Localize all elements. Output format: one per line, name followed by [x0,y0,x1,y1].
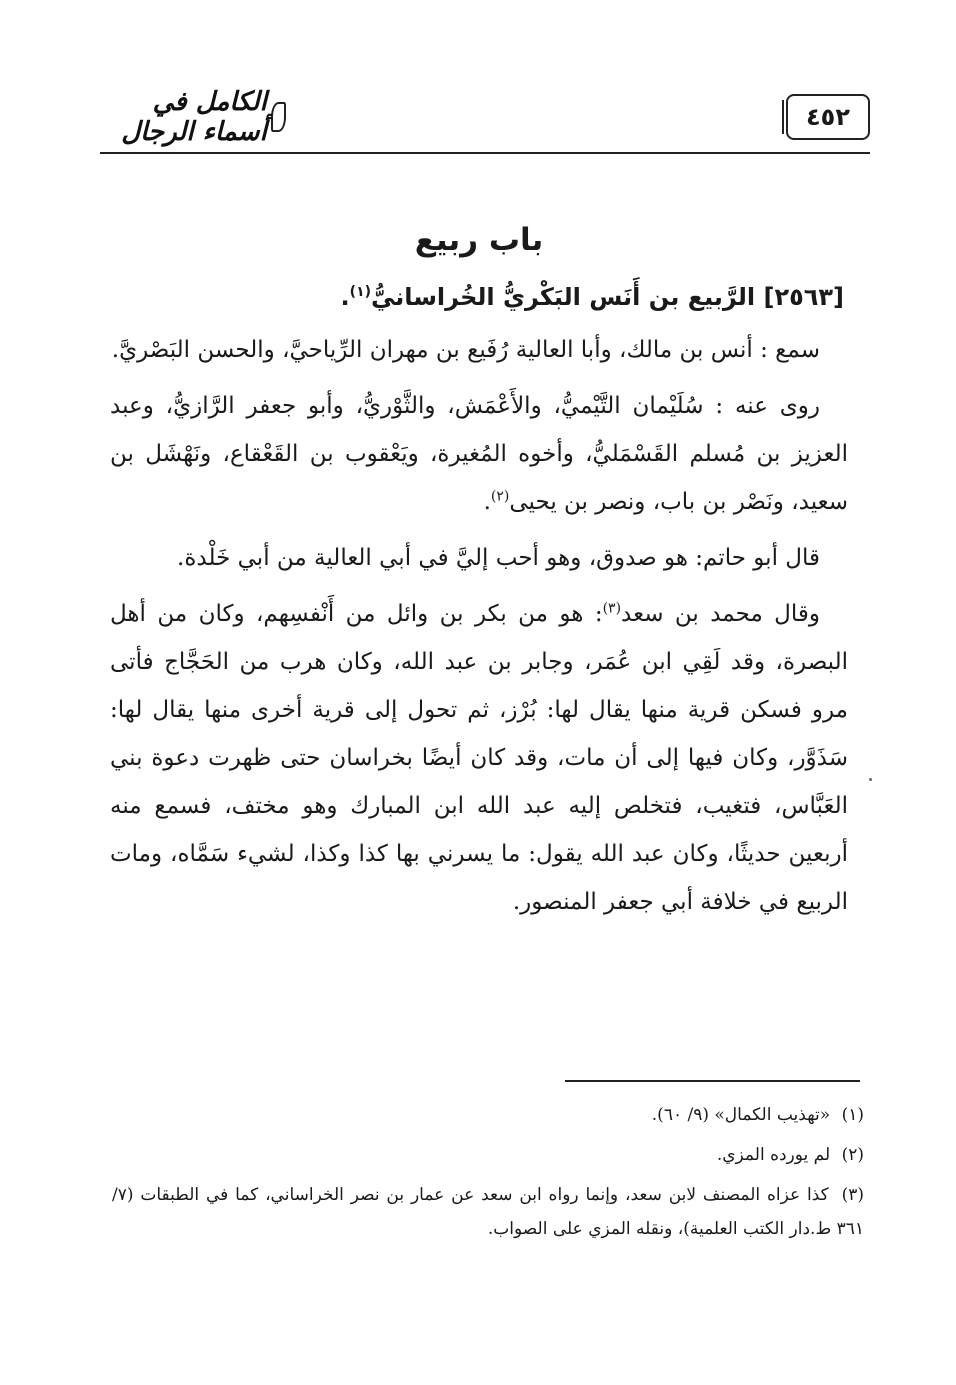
footnote-item [112,1098,864,1132]
paragraph-text: سمع : أنس بن مالك، وأبا العالية رُفَيع بن مهران الرِّياحيَّ، والحسن البَصْريَّ. [111,337,820,363]
entry-heading [110,274,848,320]
paragraph-heard-from [110,326,848,374]
footnote-text: كذا عزاه المصنف لابن سعد، وإنما رواه ابن سعد عن عمار بن نصر الخراساني، كما في الطبقات (٧/ ٣٦١ ط.دار الكتب العلمية)، ونقله المزي على الصواب. [112,1185,864,1239]
footnote-number: (٢) [841,1145,864,1165]
footnote-ref[interactable]: (٣) [602,600,622,617]
paragraph-text: قال أبو حاتم: هو صدوق، وهو أحب إليَّ في أبي العالية من أبي خَلْدة. [177,545,820,571]
chapter-title: باب ربيع [414,222,544,258]
footnote-item [112,1138,864,1172]
paragraph-text: : هو من بكر بن وائل من أَنْفسِهم، وكان من أهل البصرة، وقد لَقِي ابن عُمَر، وجابر بن عبد الله، وكان هرب من الحَجَّاج فأتى مرو فسكن قرية منها يقال لها: بُرْز، ثم تحول إلى قرية أخرى منها يقال لها: سَذَوَّر، وكان فيها إلى أن مات، وقد كان أيضًا بخراسان حتى ظهرت دعوة بني العَبَّاس، فتغيب، فتخلص إليه عبد الله ابن المبارك وهو مختف، فسمع منه أربعين حديثًا، وكان عبد الله يقول: ما يسرني بها كذا وكذا، لشيء سَمَّاه، ومات الربيع في خلافة أبي جعفر المنصور. [110,601,849,915]
footnote-ref[interactable]: (١) [349,284,372,300]
footnote-number: (١) [841,1105,864,1125]
paragraph-intro: وقال محمد بن سعد [621,601,820,627]
footnote-ref[interactable]: (٢) [490,488,510,505]
page-header [100,88,870,154]
paragraph-narrators [110,382,848,526]
margin-mark [869,778,872,781]
footnotes [112,1098,864,1252]
footnote-text: لم يورده المزي. [716,1145,831,1165]
paragraph-end: . [483,489,491,515]
entry-name: الرَّبيع بن أَنَس البَكْريُّ الخُراسانيُّ [371,283,756,311]
footnote-item [112,1178,864,1246]
entry-end: . [340,283,350,311]
header-divider [100,152,870,154]
footnote-divider [565,1080,860,1082]
book-title [100,87,290,147]
title-ornament-icon [271,102,286,132]
main-text [110,220,848,934]
book-title-text: الكامل في أسماء الرجال [121,87,267,147]
footnote-text: «تهذيب الكمال» (٩/ ٦٠). [651,1105,831,1125]
entry-number: [٢٥٦٣] [763,283,844,311]
paragraph-abu-hatim [110,534,848,582]
footnote-number: (٣) [841,1185,864,1205]
paragraph-ibn-saad [110,590,848,926]
page-number: ٤٥٢ [786,94,870,140]
paragraph-text: روى عنه : سُلَيْمان التَّيْميُّ، والأَعْمَش، والثَّوْريُّ، وأبو جعفر الرَّازيُّ، وعبد العزيز بن مُسلم القَسْمَليُّ، وأخوه المُغيرة، ويَعْقوب بن القَعْقاع، ونَهْشَل بن سعيد، ونَصْر بن باب، ونصر بن يحيى [110,393,848,515]
